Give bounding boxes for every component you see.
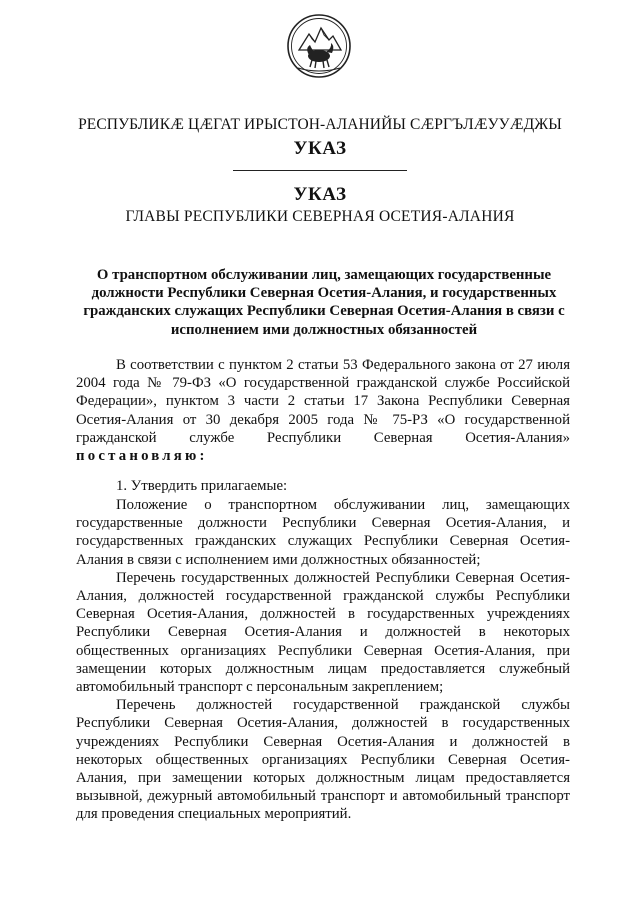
ossetian-republic-heading: РЕСПУБЛИКӔ ЦӔГАТ ИРЫСТОН-АЛАНИЙЫ СӔРГЪЛӔУУӔДЖЫ (78, 116, 562, 133)
russian-decree-heading: УКАЗ (293, 184, 347, 205)
preamble-block (76, 356, 570, 465)
ossetian-decree-heading: УКАЗ (293, 138, 347, 159)
coat-of-arms-emblem (285, 12, 353, 80)
decree-word: постановляю: (76, 448, 208, 465)
approved-documents-list (76, 496, 570, 824)
preamble-text: В соответствии с пунктом 2 статьи 53 Федерального закона от 27 июля 2004 года № 79-ФЗ «О государственной гражданской службе Российской Федерации», пунктом 3 части 2 статьи 17 Закона Республики Северная Осетия-Алания от 30 декабря 2005 года № 75-РЗ «О государственной гражданской службе Республики Северная Осетия-Алания» (76, 357, 570, 446)
divider-line (233, 170, 407, 171)
list-item: Перечень государственных должностей Республики Северная Осетия-Алания, должностей государственной гражданской службы Республики Северная Осетия-Алания, должностей в государственных учреждениях Республики Северная Осетия-Алания и должностей в некоторых общественных организациях Республики Северная Осетия-Алания, при замещении которых должностным лицам предоставляется служебный автомобильный транспорт с персональным закреплением; (76, 569, 570, 696)
item-1-label: 1. Утвердить прилагаемые: (116, 478, 288, 494)
document-title: О транспортном обслуживании лиц, замещающих государственные должности Республики Северная Осетия-Алания, и государственных гражданских служащих Республики Северная Осетия-Алания в связи с исполнением ими должностных обязанностей (83, 267, 565, 338)
list-item: Перечень должностей государственной гражданской службы Республики Северная Осетия-Алания, должностей в государственных учреждениях Республики Северная Осетия-Алания и должностей в некоторых общественных организациях Республики Северная Осетия-Алания, при замещении которых должностным лицам предоставляется вызывной, дежурный автомобильный транспорт и автомобильный транспорт для проведения специальных мероприятий. (76, 697, 570, 823)
russian-head-heading: ГЛАВЫ РЕСПУБЛИКИ СЕВЕРНАЯ ОСЕТИЯ-АЛАНИЯ (125, 208, 515, 225)
preamble-paragraph (76, 356, 570, 465)
list-item: Положение о транспортном обслуживании лиц, замещающих государственные должности Республики Северная Осетия-Алания, и государственных гражданских служащих Республики Северная Осетия-Алания в связи с исполнением ими должностных обязанностей; (76, 497, 570, 568)
